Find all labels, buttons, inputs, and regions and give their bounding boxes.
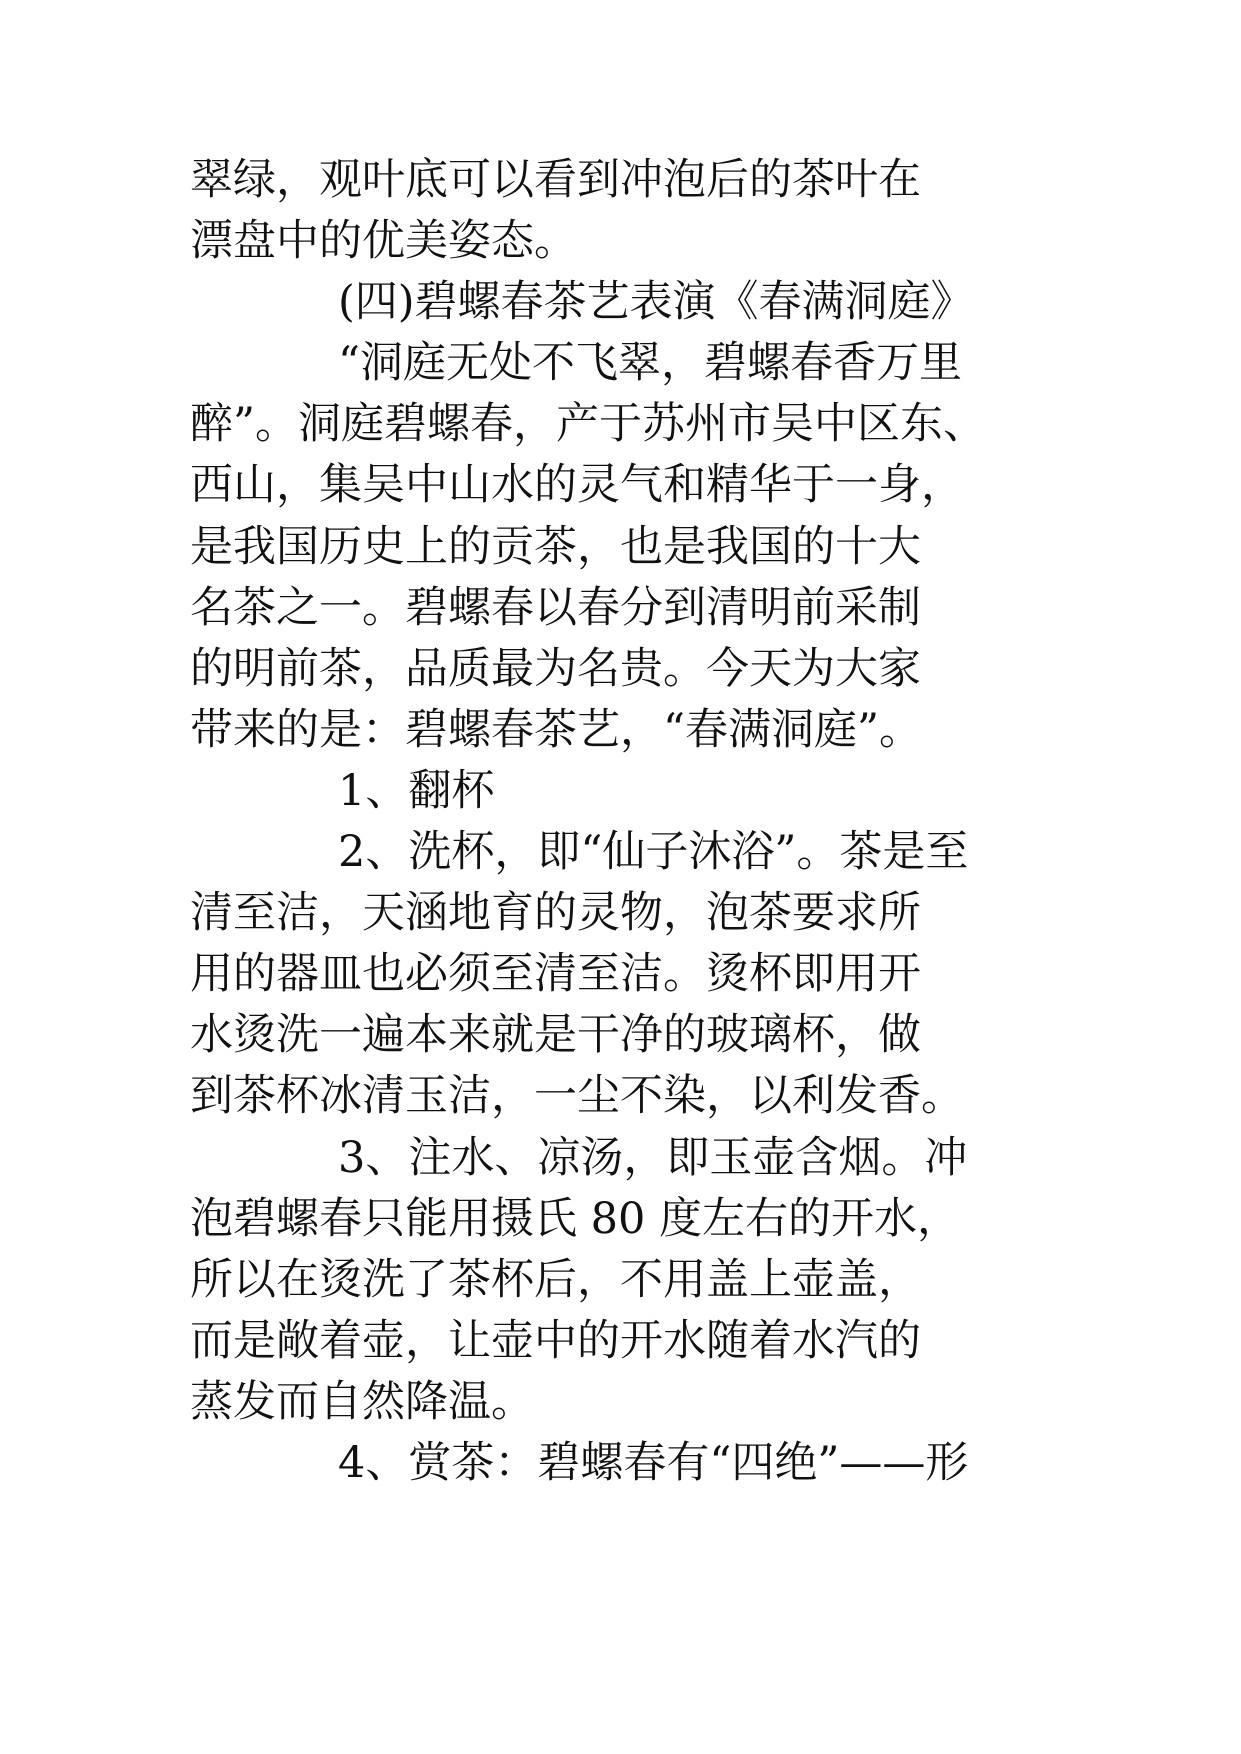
text-line: 水烫洗一遍本来就是干净的玻璃杯，做: [190, 1010, 921, 1061]
document-body: [190, 150, 1060, 1494]
text-line: 的明前茶，品质最为名贵。今天为大家: [190, 643, 921, 694]
list-item: 1、翻杯: [338, 765, 495, 816]
list-item: 2、洗杯，即“仙子沐浴”。茶是至: [338, 827, 969, 878]
list-item: 4、赏茶：碧螺春有“四绝”——形: [338, 1437, 969, 1488]
text-line: 泡碧螺春只能用摄氏 80 度左右的开水，: [190, 1193, 961, 1244]
section-heading: (四)碧螺春茶艺表演《春满洞庭》: [338, 277, 974, 328]
text-line: 是我国历史上的贡茶，也是我国的十大: [190, 521, 921, 572]
text-line: 名茶之一。碧螺春以春分到清明前采制: [190, 582, 921, 633]
text-line: 而是敞着壶，让壶中的开水随着水汽的: [190, 1315, 921, 1366]
text-line: 到茶杯冰清玉洁，一尘不染，以利发香。: [190, 1071, 964, 1122]
text-line: “洞庭无处不飞翠，碧螺春香万里: [338, 338, 962, 389]
text-line: 清至洁，天涵地育的灵物，泡茶要求所: [190, 888, 921, 939]
text-line: 用的器皿也必须至清至洁。烫杯即用开: [190, 949, 921, 1000]
text-line: 翠绿，观叶底可以看到冲泡后的茶叶在: [190, 155, 921, 205]
text-line: 蒸发而自然降温。: [190, 1376, 534, 1427]
text-line: 漂盘中的优美姿态。: [190, 216, 577, 267]
list-item: 3、注水、凉汤，即玉壶含烟。冲: [338, 1132, 968, 1183]
text-line: 所以在烫洗了茶杯后，不用盖上壶盖，: [190, 1254, 921, 1305]
text-line: 带来的是：碧螺春茶艺，“春满洞庭”。: [190, 704, 922, 755]
text-line: 西山，集吴中山水的灵气和精华于一身，: [190, 460, 964, 511]
text-line: 醉”。洞庭碧螺春，产于苏州市吴中区东、: [190, 399, 986, 450]
